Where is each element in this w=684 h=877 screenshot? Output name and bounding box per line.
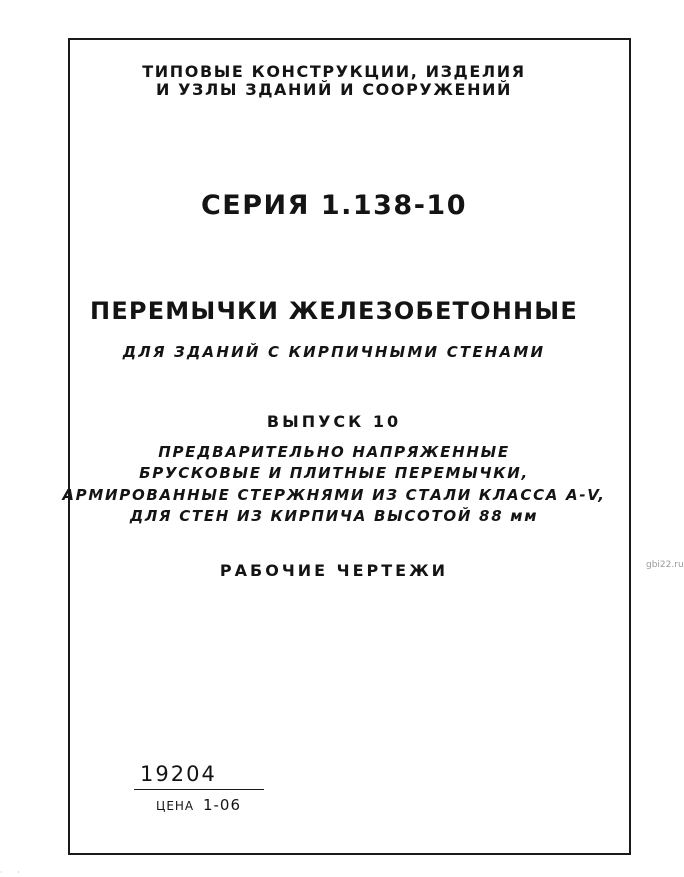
watermark: gbi22.ru xyxy=(646,560,684,570)
main-title: ПЕРЕМЫЧКИ ЖЕЛЕЗОБЕТОННЫЕ xyxy=(90,297,578,325)
description-line-1: ПРЕДВАРИТЕЛЬНО НАПРЯЖЕННЫЕ xyxy=(158,443,510,461)
working-drawings-label: РАБОЧИЕ ЧЕРТЕЖИ xyxy=(219,561,449,580)
subtitle: ДЛЯ ЗДАНИЙ С КИРПИЧНЫМИ СТЕНАМИ xyxy=(122,343,546,361)
corner-marks: · · xyxy=(0,868,26,877)
series-title: СЕРИЯ 1.138-10 xyxy=(200,190,468,221)
issue-number: ВЫПУСК 10 xyxy=(266,412,402,431)
description-line-4: ДЛЯ СТЕН ИЗ КИРПИЧА ВЫСОТОЙ 88 мм xyxy=(129,507,539,525)
header-line-1: ТИПОВЫЕ КОНСТРУКЦИИ, ИЗДЕЛИЯ xyxy=(142,62,526,81)
header-line-2: И УЗЛЫ ЗДАНИЙ И СООРУЖЕНИЙ xyxy=(155,80,513,99)
description-line-2: БРУСКОВЫЕ И ПЛИТНЫЕ ПЕРЕМЫЧКИ, xyxy=(139,464,529,482)
price-value: 1-06 xyxy=(202,796,242,814)
price xyxy=(156,796,241,814)
description-line-3: АРМИРОВАННЫЕ СТЕРЖНЯМИ ИЗ СТАЛИ КЛАССА А-V, xyxy=(62,486,606,504)
code-underline xyxy=(134,789,264,790)
price-label: ЦЕНА xyxy=(156,799,195,813)
document-code: 19204 xyxy=(140,762,217,786)
